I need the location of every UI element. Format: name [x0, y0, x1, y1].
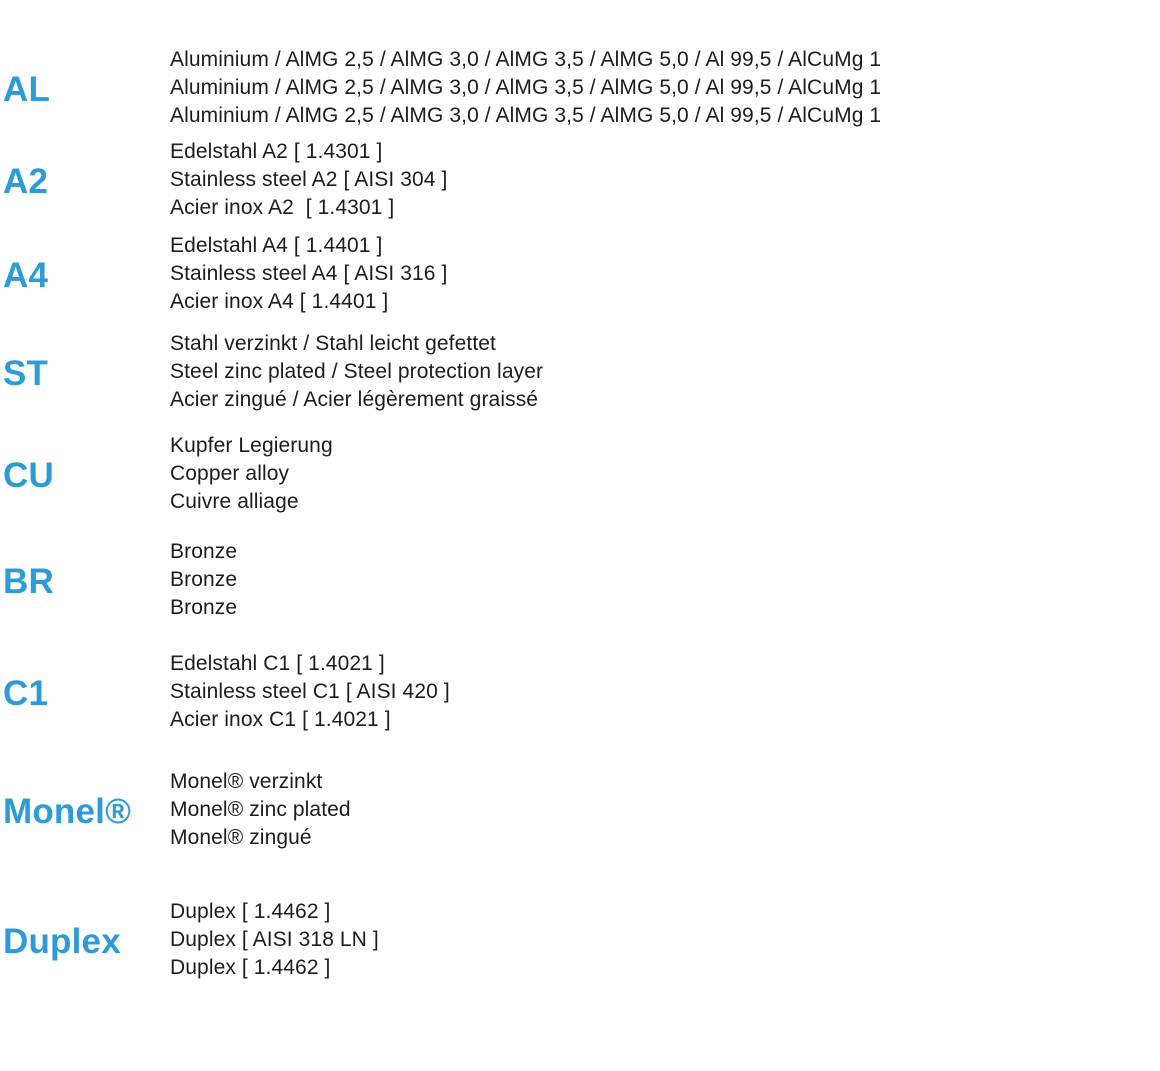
material-code-label: Duplex [3, 922, 121, 961]
material-description-en: Copper alloy [170, 462, 290, 485]
material-row [3, 232, 1150, 316]
material-description-en: Stainless steel A4 [ AISI 316 ] [170, 262, 448, 285]
material-description-en: Aluminium / AlMG 2,5 / AlMG 3,0 / AlMG 3,5 / AlMG 5,0 / Al 99,5 / AlCuMg 1 [170, 76, 882, 99]
material-description-en: Bronze [170, 568, 238, 591]
material-code-label: AL [3, 70, 51, 109]
material-description-en: Steel zinc plated / Steel protection layer [170, 360, 544, 383]
material-description-fr: Cuivre alliage [170, 490, 299, 513]
material-descriptions [170, 232, 1150, 316]
material-code-label: A4 [3, 256, 49, 295]
material-description-fr: Duplex [ 1.4462 ] [170, 956, 331, 979]
material-row [3, 898, 1150, 982]
material-description-fr: Acier inox C1 [ 1.4021 ] [170, 708, 391, 731]
material-description-de: Aluminium / AlMG 2,5 / AlMG 3,0 / AlMG 3,5 / AlMG 5,0 / Al 99,5 / AlCuMg 1 [170, 48, 882, 71]
material-description-de: Edelstahl C1 [ 1.4021 ] [170, 652, 385, 675]
material-description-fr: Aluminium / AlMG 2,5 / AlMG 3,0 / AlMG 3,5 / AlMG 5,0 / Al 99,5 / AlCuMg 1 [170, 104, 882, 127]
material-description-fr: Bronze [170, 596, 238, 619]
material-code-label: C1 [3, 674, 49, 713]
material-description-de: Stahl verzinkt / Stahl leicht gefettet [170, 332, 496, 355]
material-row [3, 650, 1150, 734]
material-row [3, 138, 1150, 222]
material-description-de: Bronze [170, 540, 238, 563]
material-descriptions [170, 768, 1150, 852]
material-description-de: Edelstahl A2 [ 1.4301 ] [170, 140, 383, 163]
material-row [3, 46, 1150, 130]
material-descriptions [170, 46, 1150, 130]
material-descriptions [170, 898, 1150, 982]
material-row [3, 538, 1150, 622]
material-code-label: BR [3, 562, 54, 601]
material-descriptions [170, 432, 1150, 516]
material-row [3, 330, 1150, 414]
material-description-fr: Acier inox A4 [ 1.4401 ] [170, 290, 389, 313]
material-description-fr: Monel® zingué [170, 826, 312, 849]
material-description-de: Kupfer Legierung [170, 434, 333, 457]
material-descriptions [170, 138, 1150, 222]
material-description-en: Stainless steel A2 [ AISI 304 ] [170, 168, 448, 191]
material-code-label: ST [3, 354, 49, 393]
material-description-en: Monel® zinc plated [170, 798, 351, 821]
material-descriptions [170, 650, 1150, 734]
material-description-fr: Acier inox A2 [ 1.4301 ] [170, 196, 395, 219]
material-description-de: Monel® verzinkt [170, 770, 323, 793]
material-description-en: Duplex [ AISI 318 LN ] [170, 928, 379, 951]
material-row [3, 768, 1150, 852]
material-code-label: Monel® [3, 792, 132, 831]
material-code-label: A2 [3, 162, 49, 201]
material-descriptions [170, 330, 1150, 414]
material-descriptions [170, 538, 1150, 622]
material-description-fr: Acier zingué / Acier légèrement graissé [170, 388, 539, 411]
material-description-de: Duplex [ 1.4462 ] [170, 900, 331, 923]
material-row [3, 432, 1150, 516]
material-description-de: Edelstahl A4 [ 1.4401 ] [170, 234, 383, 257]
material-description-en: Stainless steel C1 [ AISI 420 ] [170, 680, 450, 703]
material-code-label: CU [3, 456, 54, 495]
